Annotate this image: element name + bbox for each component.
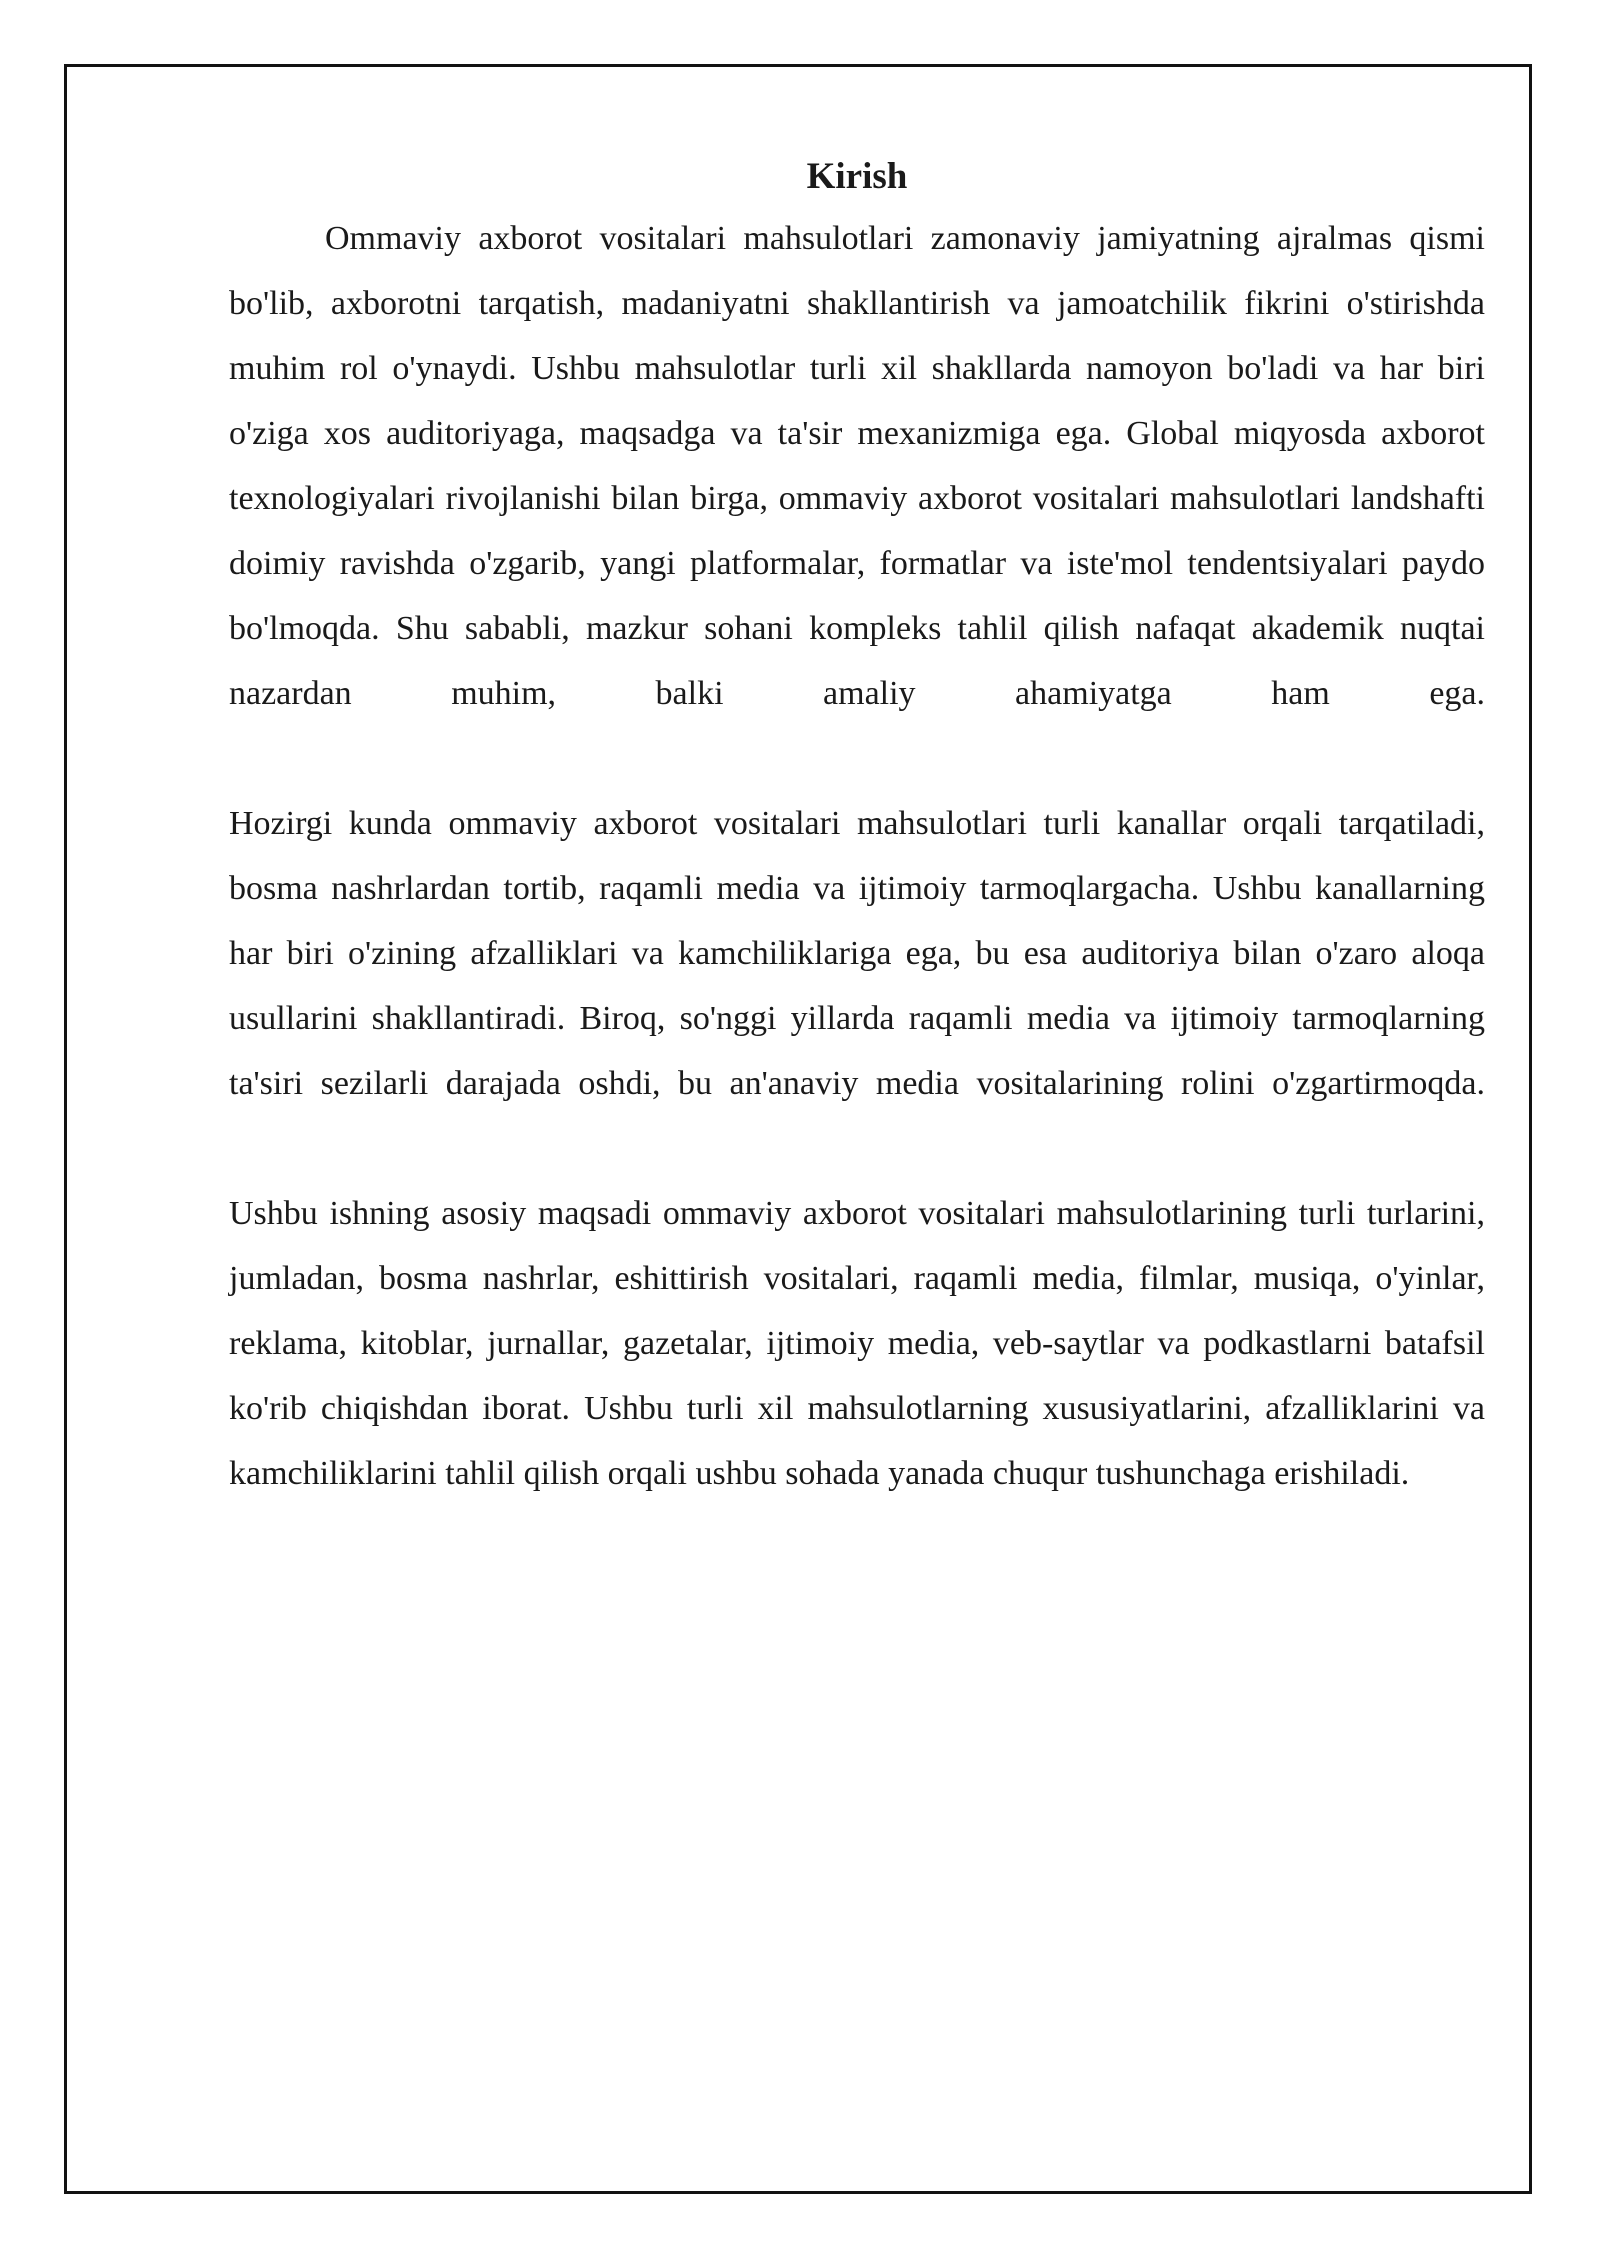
paragraph-spacer <box>229 1116 1485 1181</box>
paragraph-2: Hozirgi kunda ommaviy axborot vositalari mahsulotlari turli kanallar orqali tarqatiladi, bosma nashrlardan tortib, raqamli media va ijtimoiy tarmoqlargacha. Ushbu kanallarning har biri o'zining afzalliklari va kamchiliklariga ega, bu esa auditoriya bilan o'zaro aloqa usullarini shakllantiradi. Biroq, so'nggi yillarda raqamli media va ijtimoiy tarmoqlarning ta'siri sezilarli darajada oshdi, bu an'anaviy media vositalarining rolini o'zgartirmoqda. <box>229 805 1485 1102</box>
paragraph-1: Ommaviy axborot vositalari mahsulotlari zamonaviy jamiyatning ajralmas qismi bo'lib, axborotni tarqatish, madaniyatni shakllantirish va jamoatchilik fikrini o'stirishda muhim rol o'ynaydi. Ushbu mahsulotlar turli xil shakllarda namoyon bo'ladi va har biri o'ziga xos auditoriyaga, maqsadga va ta'sir mexanizmiga ega. Global miqyosda axborot texnologiyalari rivojlanishi bilan birga, ommaviy axborot vositalari mahsulotlari landshafti doimiy ravishda o'zgarib, yangi platformalar, formatlar va iste'mol tendentsiyalari paydo bo'lmoqda. Shu sababli, mazkur sohani kompleks tahlil qilish nafaqat akademik nuqtai nazardan muhim, balki amaliy ahamiyatga ham ega. <box>229 220 1485 712</box>
document-title: Kirish <box>806 156 908 197</box>
paragraph-spacer <box>229 726 1485 791</box>
document-body <box>229 150 1485 1506</box>
paragraph-3: Ushbu ishning asosiy maqsadi ommaviy axborot vositalari mahsulotlarining turli turlarini, jumladan, bosma nashrlar, eshittirish vositalari, raqamli media, filmlar, musiqa, o'yinlar, reklama, kitoblar, jurnallar, gazetalar, ijtimoiy media, veb-saytlar va podkastlarni batafsil ko'rib chiqishdan iborat. Ushbu turli xil mahsulotlarning xususiyatlarini, afzalliklarini va kamchiliklarini tahlil qilish orqali ushbu sohada yanada chuqur tushunchaga erishiladi. <box>229 1195 1485 1492</box>
